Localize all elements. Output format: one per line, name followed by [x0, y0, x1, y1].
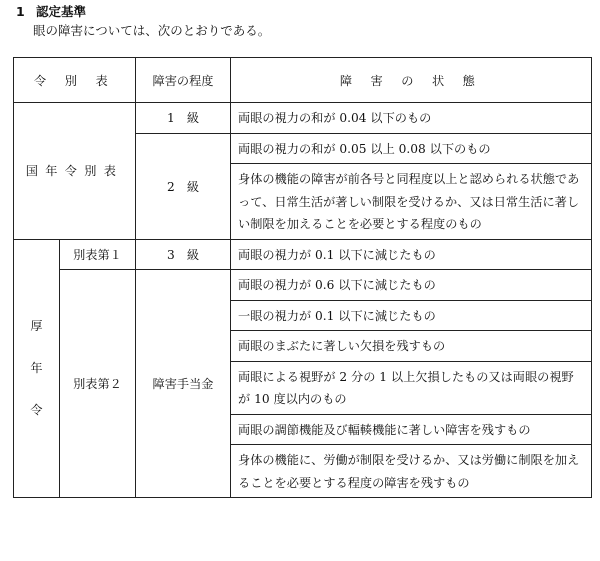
condition-cell: 身体の機能の障害が前各号と同程度以上と認められる状態であって、日常生活が著しい制限を受けるか、又は日常生活に著しい制限を加えることを必要とする程度のもの: [231, 164, 592, 240]
condition-cell: 両眼による視野が 2 分の 1 以上欠損したもの又は両眼の視野が 10 度以内のもの: [231, 361, 592, 414]
table-header-row: [14, 58, 592, 103]
condition-cell: 両眼の視力が 0.1 以下に減じたもの: [231, 239, 592, 270]
condition-cell: 身体の機能に、労働が制限を受けるか、又は労働に制限を加えることを必要とする程度の障害を残すもの: [231, 445, 592, 498]
kosei-label: 厚 年 令: [14, 239, 60, 498]
kosei-table1-label: 別表第１: [60, 239, 136, 270]
section-heading: [16, 2, 86, 20]
condition-cell: 両眼のまぶたに著しい欠損を残すもの: [231, 331, 592, 362]
condition-cell: 一眼の視力が 0.1 以下に減じたもの: [231, 300, 592, 331]
header-law: 令 別 表: [14, 58, 136, 103]
grade-3: 3 級: [136, 239, 231, 270]
grade-1: 1 級: [136, 103, 231, 134]
kosei-table2-label: 別表第２: [60, 270, 136, 498]
condition-cell: 両眼の視力が 0.6 以下に減じたもの: [231, 270, 592, 301]
condition-cell: 両眼の視力の和が 0.05 以上 0.08 以下のもの: [231, 133, 592, 164]
header-grade: 障害の程度: [136, 58, 231, 103]
condition-cell: 両眼の調節機能及び輻輳機能に著しい障害を残すもの: [231, 414, 592, 445]
table-row: [14, 270, 592, 301]
grade-allowance: 障害手当金: [136, 270, 231, 498]
section-number: 1: [16, 4, 25, 19]
table-row: [14, 103, 592, 134]
kokunen-label: 国年令別表: [14, 103, 136, 240]
section-title: 認定基準: [36, 4, 87, 19]
table-row: [14, 239, 592, 270]
certification-standards-table: [13, 57, 592, 498]
intro-text: 眼の障害については、次のとおりである。: [33, 23, 271, 38]
condition-cell: 両眼の視力の和が 0.04 以下のもの: [231, 103, 592, 134]
header-condition: 障 害 の 状 態: [231, 58, 592, 103]
grade-2: 2 級: [136, 133, 231, 239]
